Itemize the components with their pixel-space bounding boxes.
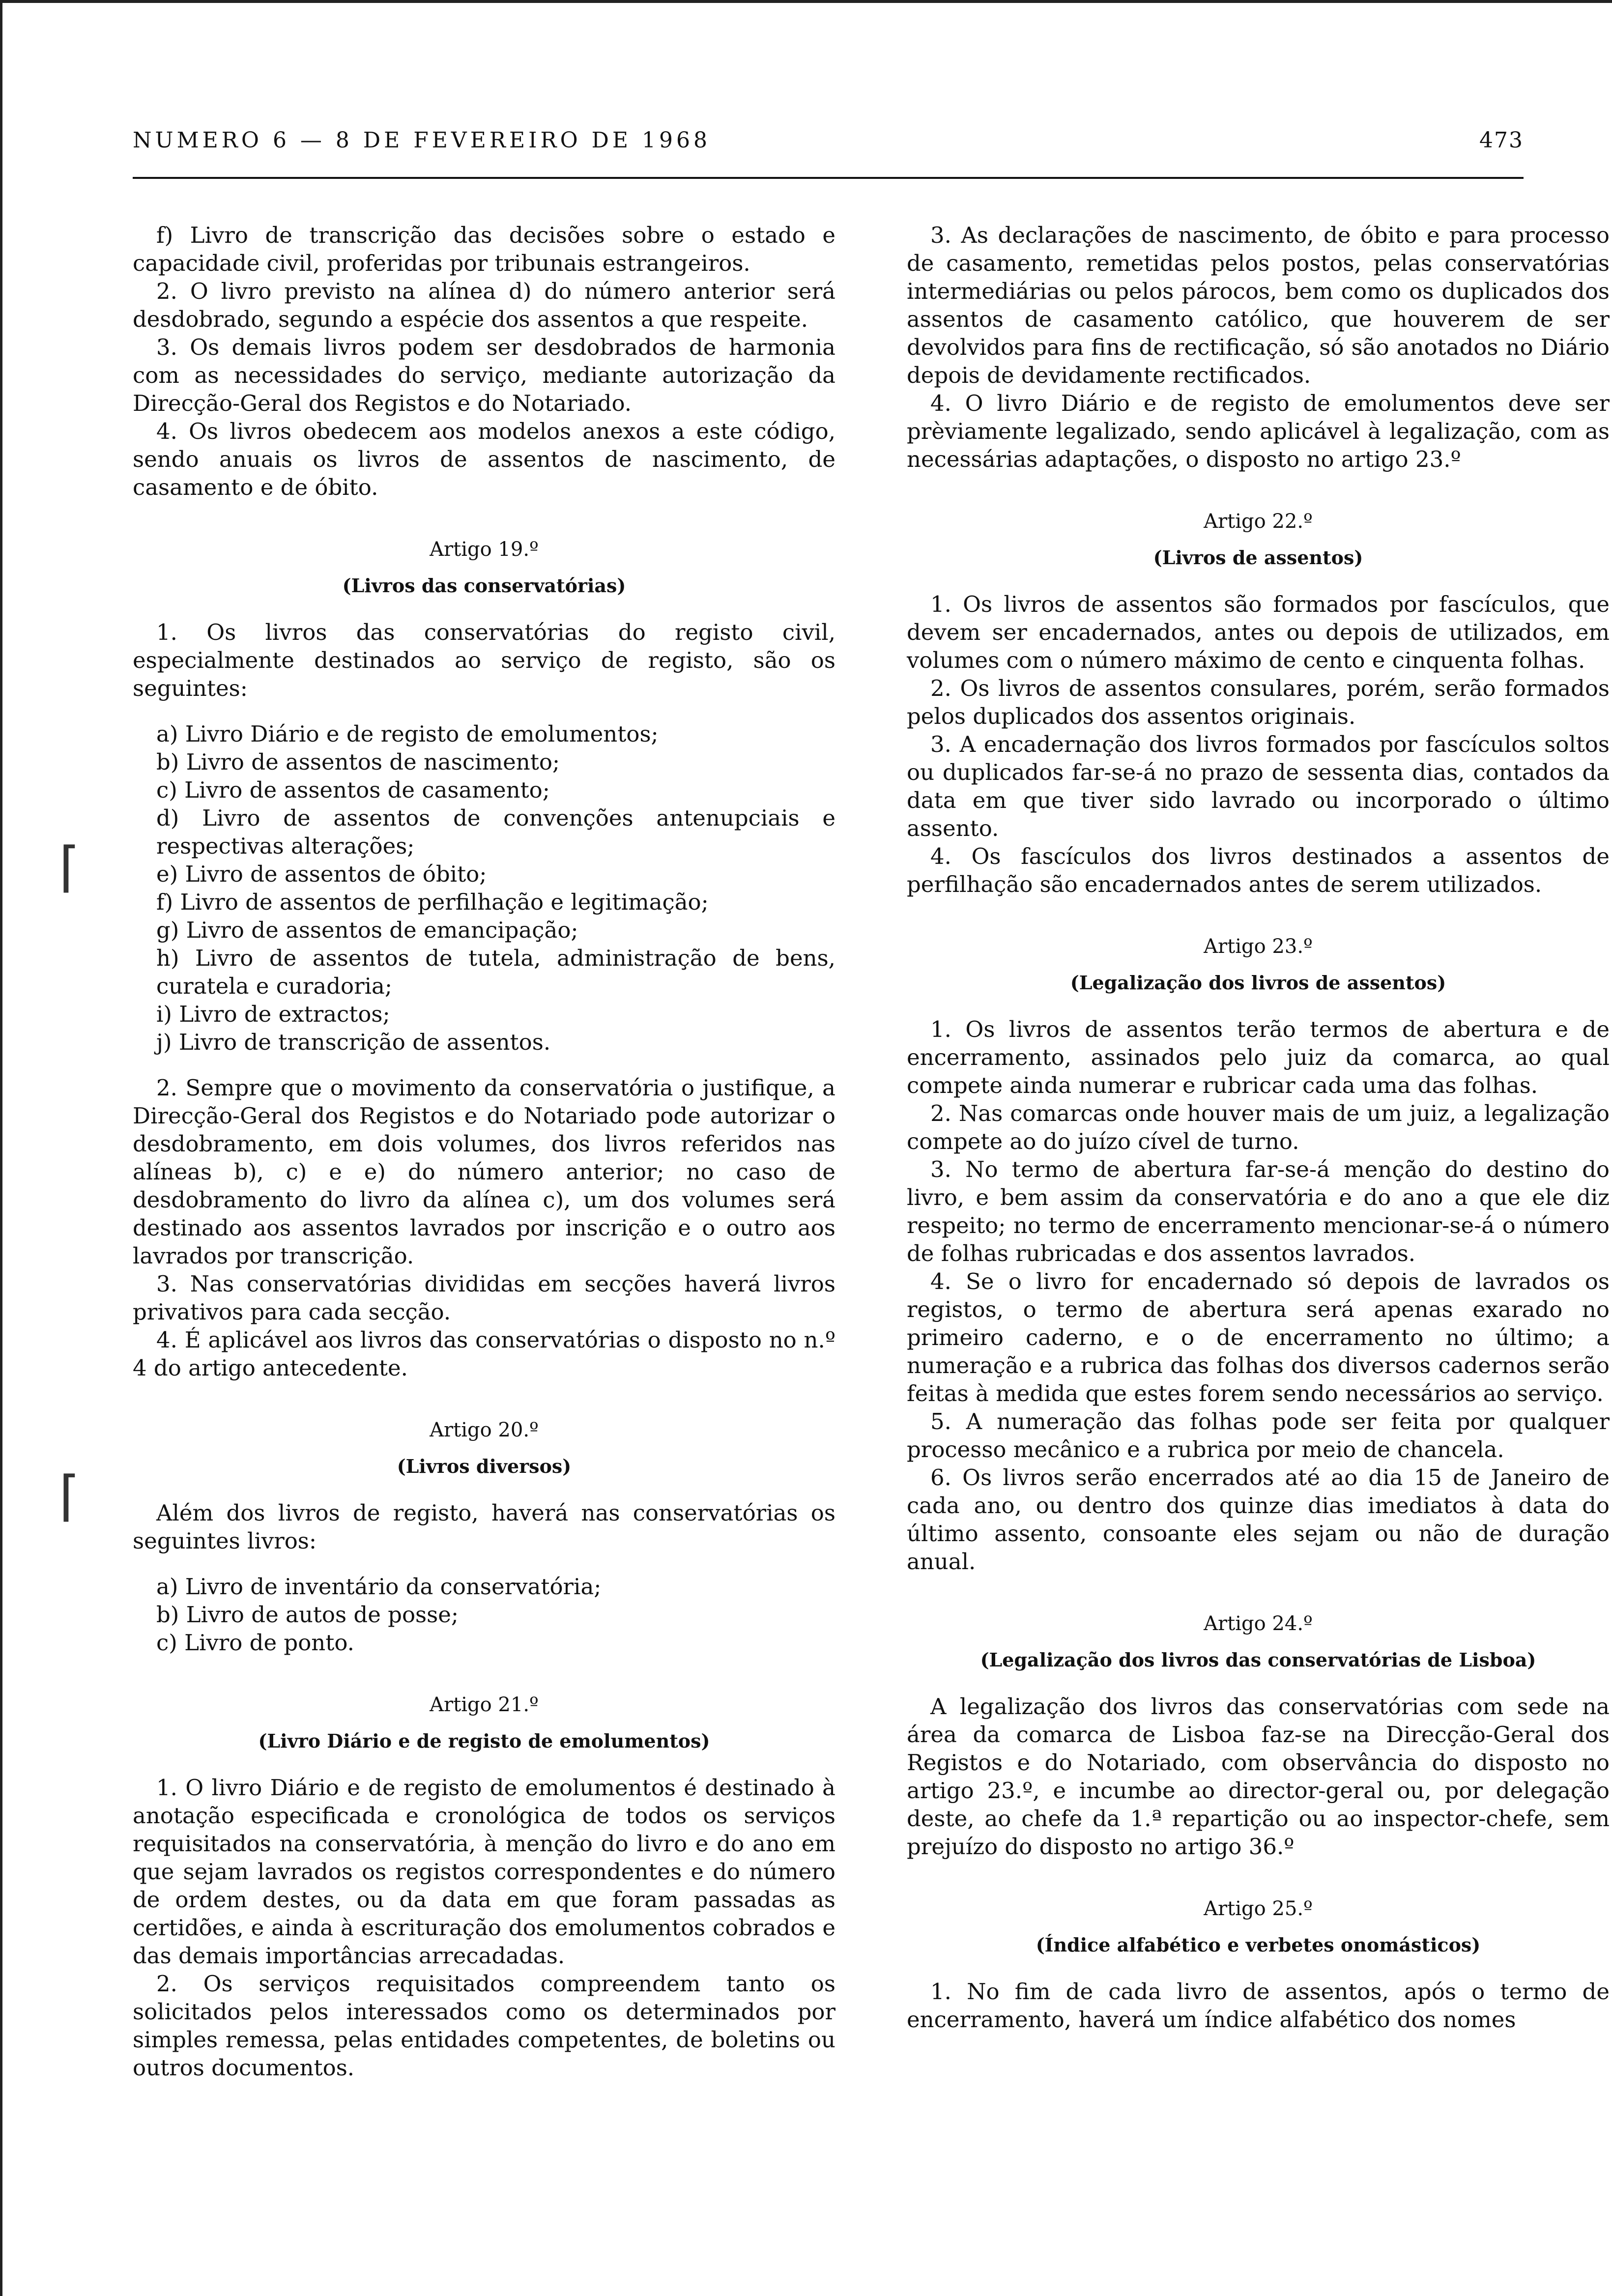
paragraph: 3. Os demais livros podem ser desdobrados de harmonia com as necessidades do serviço, mediante autorização da Direcção-Geral dos Registos e do Notariado. [133,334,835,416]
paragraph: 2. Nas comarcas onde houver mais de um juiz, a legalização compete ao do juízo cível de turno. [907,1100,1610,1154]
article-heading: Artigo 19.º [430,538,539,561]
paragraph: 4. O livro Diário e de registo de emolumentos deve ser prèviamente legalizado, sendo aplicável à legalização, com as necessárias adaptações, o disposto no artigo 23.º [907,390,1610,472]
margin-bracket-mark: ⌈ [59,1464,80,1527]
paragraph: 3. Nas conservatórias divididas em secções haverá livros privativos para cada secção. [133,1271,835,1325]
paragraph: f) Livro de transcrição das decisões sobre o estado e capacidade civil, proferidas por tribunais estrangeiros. [133,222,835,276]
article-subheading: (Índice alfabético e verbetes onomásticos) [1036,1934,1481,1956]
list-item: b) Livro de assentos de nascimento; [156,749,560,775]
article-heading: Artigo 24.º [1204,1612,1313,1635]
article-heading: Artigo 21.º [430,1693,539,1716]
paragraph: 3. No termo de abertura far-se-á menção do destino do livro, e bem assim da conservatória e do ano a que ele diz respeito; no termo de encerramento mencionar-se-á o número de folhas rubricadas e dos assentos lavrados. [907,1156,1610,1266]
list-item: i) Livro de extractos; [156,1001,390,1027]
paragraph: 2. Os serviços requisitados compreendem tanto os solicitados pelos interessados como os determinados por simples remessa, pelas entidades competentes, de boletins ou outros documentos. [133,1971,835,2081]
article-subheading: (Livro Diário e de registo de emolumentos) [258,1730,710,1752]
article-subheading: (Livros de assentos) [1153,546,1363,569]
page-number: 473 [1479,128,1524,153]
margin-bracket-mark: ⌈ [59,835,80,898]
paragraph: 1. Os livros de assentos são formados por fascículos, que devem ser encadernados, antes ou depois de utilizados, em volumes com o número máximo de cento e cinquenta folhas. [907,591,1610,673]
page-top-edge [0,0,1612,3]
paragraph: 1. O livro Diário e de registo de emolumentos é destinado à anotação especificada e cronológica de todos os serviços requisitados na conservatória, à menção do livro e do ano em que sejam lavrados os registos correspondentes e do número de ordem destes, ou da data em que foram passadas as certidões, e ainda à escrituração dos emolumentos cobrados e das demais importâncias arrecadadas. [133,1775,835,1969]
paragraph: 2. Os livros de assentos consulares, porém, serão formados pelos duplicados dos assentos originais. [907,675,1610,729]
list-item: b) Livro de autos de posse; [156,1602,459,1628]
paragraph: 2. Sempre que o movimento da conservatória o justifique, a Direcção-Geral dos Registos e do Notariado pode autorizar o desdobramento, em dois volumes, dos livros referidos nas alíneas b), c) e e) do número anterior; no caso de desdobramento do livro da alínea c), um dos volumes será destinado aos assentos lavrados por inscrição e o outro aos lavrados por transcrição. [133,1075,835,1269]
article-heading: Artigo 22.º [1204,510,1313,533]
article-subheading: (Legalização dos livros de assentos) [1070,972,1446,994]
list-item: g) Livro de assentos de emancipação; [156,917,578,943]
right-column [907,221,1610,2034]
paragraph: A legalização dos livros das conservatórias com sede na área da comarca de Lisboa faz-se na Direcção-Geral dos Registos e do Notariado, com observância do disposto no artigo 23.º, e incumbe ao director-geral ou, por delegação deste, ao chefe da 1.ª repartição ou ao inspector-chefe, sem prejuízo do disposto no artigo 36.º [907,1693,1610,1860]
article-subheading: (Livros diversos) [397,1455,572,1477]
list-item: f) Livro de assentos de perfilhação e legitimação; [156,889,709,915]
list-item: c) Livro de ponto. [156,1630,354,1656]
paragraph: 3. A encadernação dos livros formados por fascículos soltos ou duplicados far-se-á no prazo de sessenta dias, contados da data em que tiver sido lavrado ou incorporado o último assento. [907,731,1610,841]
header-rule [133,177,1524,179]
paragraph: 3. As declarações de nascimento, de óbito e para processo de casamento, remetidas pelos postos, pelas conservatórias intermediárias ou pelos párocos, bem como os duplicados dos assentos de casamento católico, que houverem de ser devolvidos para fins de rectificação, só são anotados no Diário depois de devidamente rectificados. [907,222,1610,388]
paragraph: 2. O livro previsto na alínea d) do número anterior será desdobrado, segundo a espécie dos assentos a que respeite. [133,278,835,332]
page-left-edge [0,0,2,2296]
list-item: h) Livro de assentos de tutela, administração de bens, curatela e curadoria; [156,945,835,999]
header-title: NUMERO 6 — 8 DE FEVEREIRO DE 1968 [133,128,711,153]
article-subheading: (Legalização dos livros das conservatórias de Lisboa) [980,1649,1536,1671]
paragraph: 4. É aplicável aos livros das conservatórias o disposto no n.º 4 do artigo antecedente. [133,1327,835,1381]
article-subheading: (Livros das conservatórias) [342,574,626,597]
paragraph: 1. Os livros de assentos terão termos de abertura e de encerramento, assinados pelo juiz da comarca, ao qual compete ainda numerar e rubricar cada uma das folhas. [907,1016,1610,1098]
list-item: a) Livro de inventário da conservatória; [156,1574,602,1600]
left-column [133,221,835,2082]
article-heading: Artigo 20.º [430,1419,539,1441]
paragraph: 4. Se o livro for encadernado só depois de lavrados os registos, o termo de abertura será apenas exarado no primeiro caderno, e o de encerramento no último; a numeração e a rubrica das folhas dos diversos cadernos serão feitas à medida que estes forem sendo necessários ao serviço. [907,1268,1610,1406]
paragraph: 1. No fim de cada livro de assentos, após o termo de encerramento, haverá um índice alfabético dos nomes [907,1979,1610,2033]
page-header [133,128,1524,162]
paragraph: 4. Os livros obedecem aos modelos anexos a este código, sendo anuais os livros de assentos de nascimento, de casamento e de óbito. [133,418,835,500]
list-item: e) Livro de assentos de óbito; [156,861,487,887]
paragraph: 5. A numeração das folhas pode ser feita por qualquer processo mecânico e a rubrica por meio de chancela. [907,1408,1610,1463]
list-item: d) Livro de assentos de convenções antenupciais e respectivas alterações; [156,805,835,859]
paragraph: 4. Os fascículos dos livros destinados a assentos de perfilhação são encadernados antes de serem utilizados. [907,843,1610,897]
article-heading: Artigo 25.º [1204,1897,1313,1920]
article-heading: Artigo 23.º [1204,935,1313,958]
paragraph: Além dos livros de registo, haverá nas conservatórias os seguintes livros: [133,1500,835,1554]
paragraph: 6. Os livros serão encerrados até ao dia 15 de Janeiro de cada ano, ou dentro dos quinze dias imediatos à data do último assento, consoante eles sejam ou não de duração anual. [907,1464,1610,1575]
list-item: a) Livro Diário e de registo de emolumentos; [156,721,659,747]
list-item: c) Livro de assentos de casamento; [156,777,550,803]
list-item: j) Livro de transcrição de assentos. [156,1029,551,1055]
paragraph: 1. Os livros das conservatórias do registo civil, especialmente destinados ao serviço de registo, são os seguintes: [133,619,835,701]
